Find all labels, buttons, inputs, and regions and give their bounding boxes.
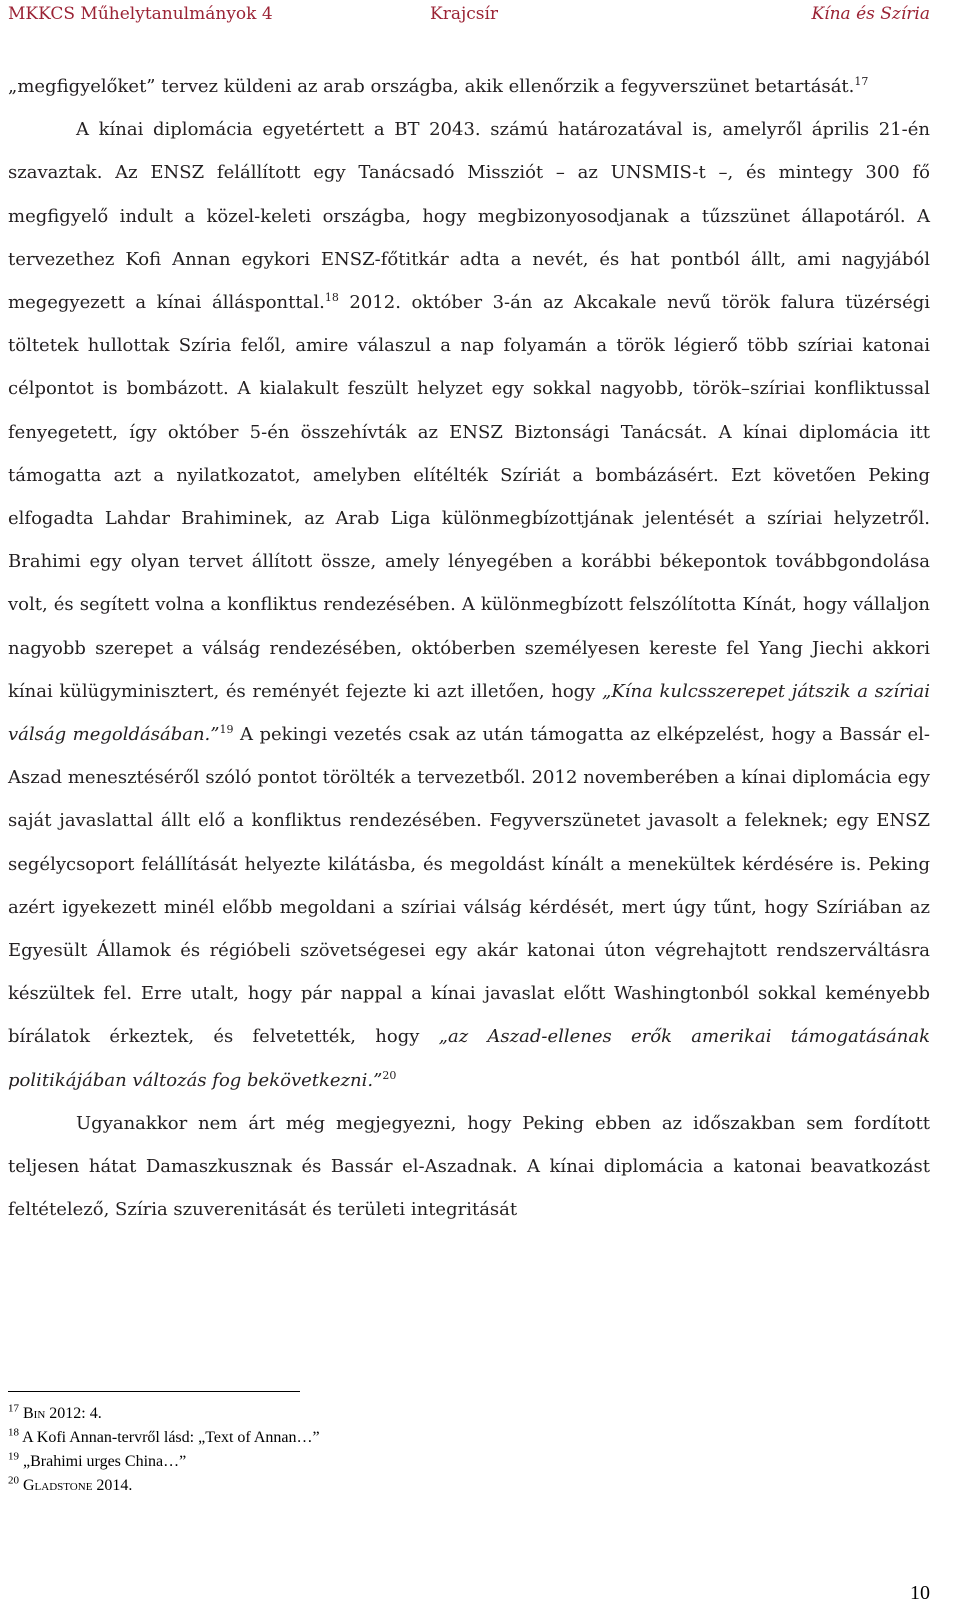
footnote-separator: [8, 1391, 300, 1392]
footnote-number: 20: [8, 1474, 19, 1487]
footnotes: [8, 1402, 908, 1498]
footnote-ref-20[interactable]: 20: [382, 1068, 397, 1082]
header-chapter-title: Kína és Szíria: [811, 4, 930, 24]
footnote-20: [8, 1474, 908, 1498]
main-text: [8, 65, 930, 1231]
paragraph-text: „megfigyelőket” tervez küldeni az arab országba, akik ellenőrzik a fegyverszünet betartását.: [8, 76, 855, 97]
header-series-title: MKKCS Műhelytanulmányok 4: [8, 4, 273, 24]
paragraph-3: [8, 1102, 930, 1232]
paragraph-text: A kínai diplomácia egyetértett a BT 2043. számú határozatával is, amelyről április 21-én szavaztak. Az ENSZ felállított egy Tanácsadó Missziót – az UNSMIS-t –, és mintegy 300 fő megfigyelő indult a közel-keleti országba, hogy megbizonyosodjanak a tűzszünet állapotáról. A tervezethez Kofi Annan egykori ENSZ-főtitkár adta a nevét, és hat pontból állt, ami nagyjából megegyezett a kínai állásponttal.: [8, 119, 930, 314]
header-author: Krajcsír: [430, 4, 499, 24]
footnote-ref-19[interactable]: 19: [219, 723, 234, 737]
footnote-number: 19: [8, 1450, 19, 1463]
paragraph-1: [8, 65, 930, 108]
paragraph-text: A pekingi vezetés csak az után támogatta az elképzelést, hogy a Bassár el-Aszad menesztéséről szóló pontot törölték a tervezetből. 2012 novemberében a kínai diplomácia egy saját javaslattal állt elő a konfliktus rendezésében. Fegyverszünetet javasolt a feleknek; egy ENSZ segélycsoport felállítását helyezte kilátásba, és megoldást kínált a menekültek kérdésére is. Peking azért igyekezett minél előbb megoldani a szíriai válság kérdését, mert úgy tűnt, hogy Szíriában az Egyesült Államok és régióbeli szövetségesei egy akár katonai úton végrehajtott rendszerváltásra készültek fel. Erre utalt, hogy pár nappal a kínai javaslat előtt Washingtonból sokkal keményebb bírálatok érkeztek, és felvetették, hogy: [8, 724, 930, 1048]
footnote-ref-17[interactable]: 17: [854, 75, 869, 88]
footnote-text: A Kofi Annan-tervről lásd: „Text of Annan…”: [22, 1429, 320, 1446]
footnote-19: [8, 1450, 908, 1474]
footnote-text: Gladstone 2014.: [23, 1477, 133, 1494]
quote-italic: „Kína kulcsszerepet játszik a szíriai válság megoldásában.”: [8, 680, 931, 746]
footnote-number: 18: [8, 1426, 19, 1439]
running-header: [0, 0, 960, 36]
paragraph-text: 2012. október 3-án az Akcakale nevű török falura tüzérségi töltetek hullottak Szíria felől, amire válaszul a nap folyamán a török légierő több szíriai katonai célpontot is bombázott. A kialakult feszült helyzet egy sokkal nagyobb, török–szíriai konfliktussal fenyegetett, így október 5-én összehívták az ENSZ Biztonsági Tanácsát. A kínai diplomácia itt támogatta azt a nyilatkozatot, amelyben elítélték Szíriát a bombázásért. Ezt követően Peking elfogadta Lahdar Brahiminek, az Arab Liga különmegbízottjának jelentését a szíriai helyzetről. Brahimi egy olyan tervet állított össze, amely lényegében a korábbi békepontok továbbgondolása volt, és segített volna a konfliktus rendezésében. A különmegbízott felszólította Kínát, hogy vállaljon nagyobb szerepet a válság rendezésében, októberben személyesen kereste fel Yang Jiechi akkori kínai külügyminisztert, és reményét fejezte ki azt illetően, hogy: [8, 292, 931, 702]
footnote-18: [8, 1426, 908, 1450]
footnote-text: Bin 2012: 4.: [23, 1405, 102, 1422]
footnote-number: 17: [8, 1402, 19, 1415]
page-number: 10: [910, 1582, 930, 1604]
footnote-ref-18[interactable]: 18: [324, 291, 339, 305]
footnote-text: „Brahimi urges China…”: [23, 1453, 187, 1470]
quote-italic: „az Aszad-ellenes erők amerikai támogatásának politikájában változás fog bekövetkezni.”: [8, 1026, 930, 1091]
paragraph-2: [8, 108, 930, 1102]
footnote-17: [8, 1402, 908, 1426]
paragraph-text: Ugyanakkor nem árt még megjegyezni, hogy Peking ebben az időszakban sem fordított teljesen hátat Damaszkusznak és Bassár el-Aszadnak. A kínai diplomácia a katonai beavatkozást feltételező, Szíria szuverenitását és területi integritását: [8, 1112, 930, 1221]
